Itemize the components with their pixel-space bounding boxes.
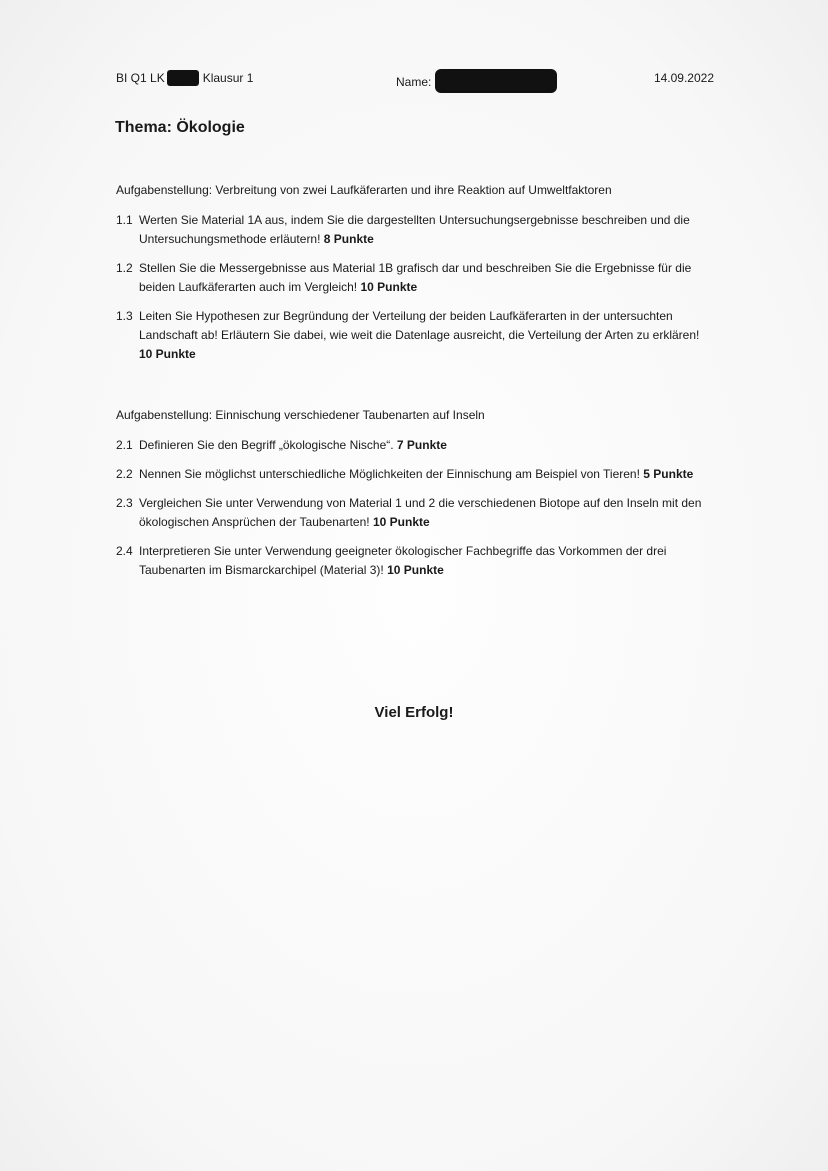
task-text: Werten Sie Material 1A aus, indem Sie die dargestellten Untersuchungsergebnisse beschreiben und die Untersuchungsmethode erläutern! [139,213,690,246]
task-number: 2.2 [116,467,133,481]
section-title: Aufgabenstellung: Einnischung verschiedener Taubenarten auf Inseln [116,408,485,422]
task-points: 10 Punkte [372,515,430,529]
task-2-3 [116,494,716,532]
section-taubenarten [116,406,716,590]
task-number: 1.2 [116,261,133,275]
name-field [396,71,557,95]
task-1-3 [116,307,716,364]
task-text: Interpretieren Sie unter Verwendung geeigneter ökologischer Fachbegriffe das Vorkommen der drei Taubenarten im Bismarckarchipel (Material 3)! [139,544,667,577]
task-text: Definieren Sie den Begriff „ökologische Nische“. [139,438,394,452]
section-title: Aufgabenstellung: Verbreitung von zwei Laufkäferarten und ihre Reaktion auf Umweltfaktoren [116,183,612,197]
task-text: Leiten Sie Hypothesen zur Begründung der Verteilung der beiden Laufkäferarten in der untersuchten Landschaft ab! Erläutern Sie dabei, wie weit die Datenlage ausreicht, die Verteilung der Arten zu erklären! [139,309,700,342]
name-label: Name: [396,75,432,90]
task-points: 10 Punkte [139,347,196,361]
exam-date: 14.09.2022 [653,71,714,85]
section-laufkaefer [116,181,716,374]
task-text: Stellen Sie die Messergebnisse aus Material 1B grafisch dar und beschreiben Sie die Ergebnisse für die beiden Laufkäferarten auch im Vergleich! [139,261,692,294]
task-points: 8 Punkte [323,232,374,246]
page-title: Thema: Ökologie [115,119,245,136]
task-2-2 [116,465,716,484]
task-points: 7 Punkte [396,438,447,452]
course-label: BI Q1 LK [116,71,165,86]
task-points: 10 Punkte [360,280,418,294]
task-number: 1.1 [116,213,133,227]
redacted-name-block [435,69,557,93]
task-2-1 [116,436,716,455]
header [116,71,716,91]
task-number: 2.3 [116,496,133,510]
task-number: 2.4 [116,544,133,558]
task-1-2 [116,259,716,297]
redacted-course-block [167,70,199,86]
exam-label: Klausur 1 [202,71,254,86]
task-1-1 [116,211,716,249]
course-info [116,71,253,87]
closing-message: Viel Erfolg! [374,704,454,721]
task-points: 10 Punkte [387,563,444,577]
task-points: 5 Punkte [643,467,694,481]
task-2-4 [116,542,716,580]
task-text: Vergleichen Sie unter Verwendung von Material 1 und 2 die verschiedenen Biotope auf den Inseln mit den ökologischen Ansprüchen der Taubenarten! [139,496,702,529]
task-text: Nennen Sie möglichst unterschiedliche Möglichkeiten der Einnischung am Beispiel von Tieren! [139,467,640,481]
task-number: 1.3 [116,309,133,323]
task-number: 2.1 [116,438,133,452]
